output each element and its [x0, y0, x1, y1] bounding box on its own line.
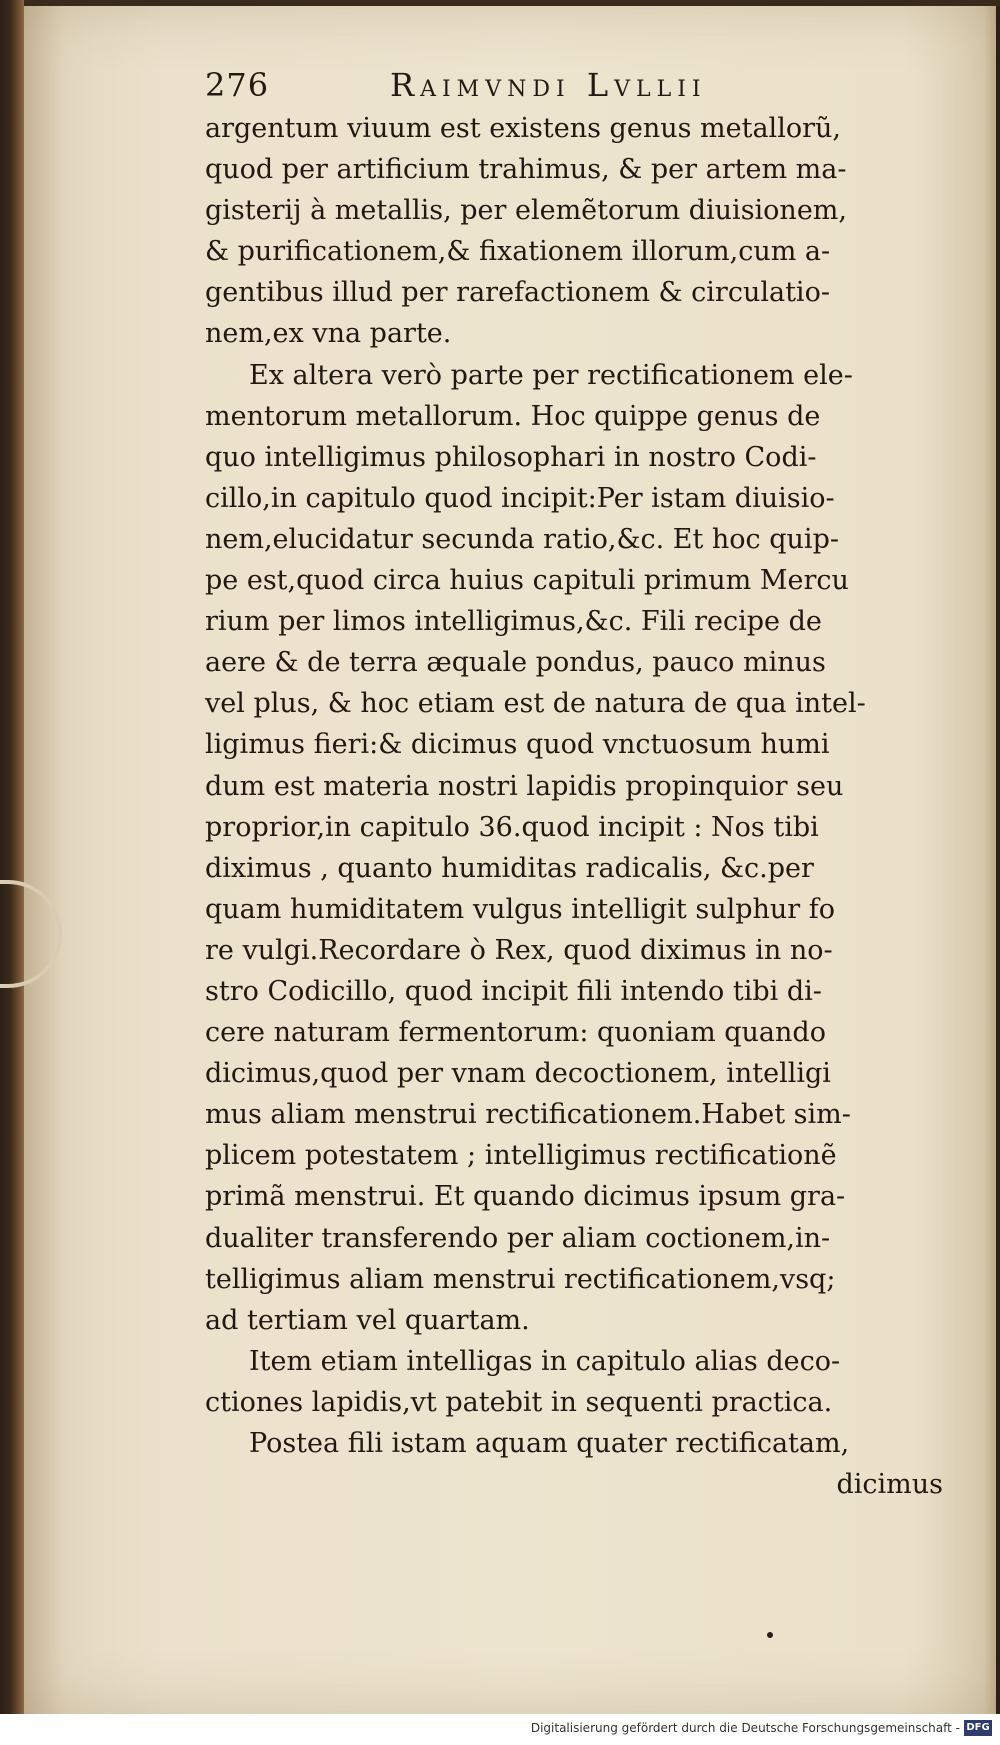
text-line: dualiter transferendo per aliam coctionem,in- — [205, 1222, 831, 1254]
text-line: diximus , quanto humiditas radicalis, &c.per — [205, 852, 814, 884]
text-line: rium per limos intelligimus,&c. Fili recipe de — [205, 606, 822, 638]
page-header — [205, 62, 945, 108]
text-line: gentibus illud per rarefactionem & circulatio- — [205, 277, 830, 309]
running-head: Raimvndi Lvllii — [390, 66, 707, 104]
text-line: Postea fili istam aquam quater rectificatam, — [249, 1428, 850, 1459]
text-line: Item etiam intelligas in capitulo alias deco- — [249, 1345, 841, 1377]
text-line: & purificationem,& fixationem illorum,cum a- — [205, 236, 831, 268]
text-line: nem,elucidatur secunda ratio,&c. Et hoc quip- — [205, 523, 839, 555]
text-line: dicimus,quod per vnam decoctionem, intelligi — [205, 1058, 831, 1090]
footer-credit: Digitalisierung gefördert durch die Deutsche Forschungsgemeinschaft - — [530, 1721, 960, 1735]
page-number: 276 — [205, 66, 270, 104]
text-line: cere naturam fermentorum: quoniam quando — [205, 1017, 826, 1049]
text-line: quam humiditatem vulgus intelligit sulphur fo — [205, 893, 836, 925]
text-block — [205, 108, 945, 1505]
digitization-footer — [0, 1714, 1000, 1745]
text-line: quod per artificium trahimus, & per artem ma- — [205, 154, 847, 186]
text-line: plicem potestatem ; intelligimus rectificationẽ — [205, 1140, 837, 1172]
text-line: telligimus aliam menstrui rectificationem,vsq; — [205, 1263, 836, 1295]
text-line: re vulgi.Recordare ò Rex, quod diximus in no- — [205, 934, 833, 966]
ink-dot — [767, 1632, 773, 1638]
text-line: pe est,quod circa huius capituli primum Mercu — [205, 565, 849, 597]
text-line: gisterij à metallis, per elemẽtorum diuisionem, — [205, 195, 847, 227]
text-line: mentorum metallorum. Hoc quippe genus de — [205, 400, 821, 432]
text-line: ad tertiam vel quartam. — [205, 1304, 530, 1336]
text-line: quo intelligimus philosophari in nostro Codi- — [205, 441, 817, 473]
catchword: dicimus — [836, 1469, 943, 1501]
text-line: proprior,in capitulo 36.quod incipit : Nos tibi — [205, 811, 819, 843]
text-line: nem,ex vna parte. — [205, 318, 452, 350]
text-line: vel plus, & hoc etiam est de natura de qua intel- — [205, 688, 866, 720]
text-line: dum est materia nostri lapidis propinquior seu — [205, 770, 844, 802]
text-line: mus aliam menstrui rectificationem.Habet sim- — [205, 1099, 851, 1131]
dfg-logo: DFG — [964, 1720, 992, 1736]
text-line: Ex altera verò parte per rectificationem ele- — [249, 359, 853, 391]
text-line: primã menstrui. Et quando dicimus ipsum gra- — [205, 1181, 846, 1213]
text-line: ctiones lapidis,vt patebit in sequenti practica. — [205, 1386, 833, 1418]
text-line: ligimus fieri:& dicimus quod vnctuosum humi — [205, 729, 830, 761]
text-line: cillo,in capitulo quod incipit:Per istam diuisio- — [205, 482, 835, 514]
text-line: argentum viuum est existens genus metallorũ, — [205, 113, 841, 144]
text-line: aere & de terra æquale pondus, pauco minus — [205, 647, 826, 679]
text-line: stro Codicillo, quod incipit fili intendo tibi di- — [205, 975, 822, 1007]
